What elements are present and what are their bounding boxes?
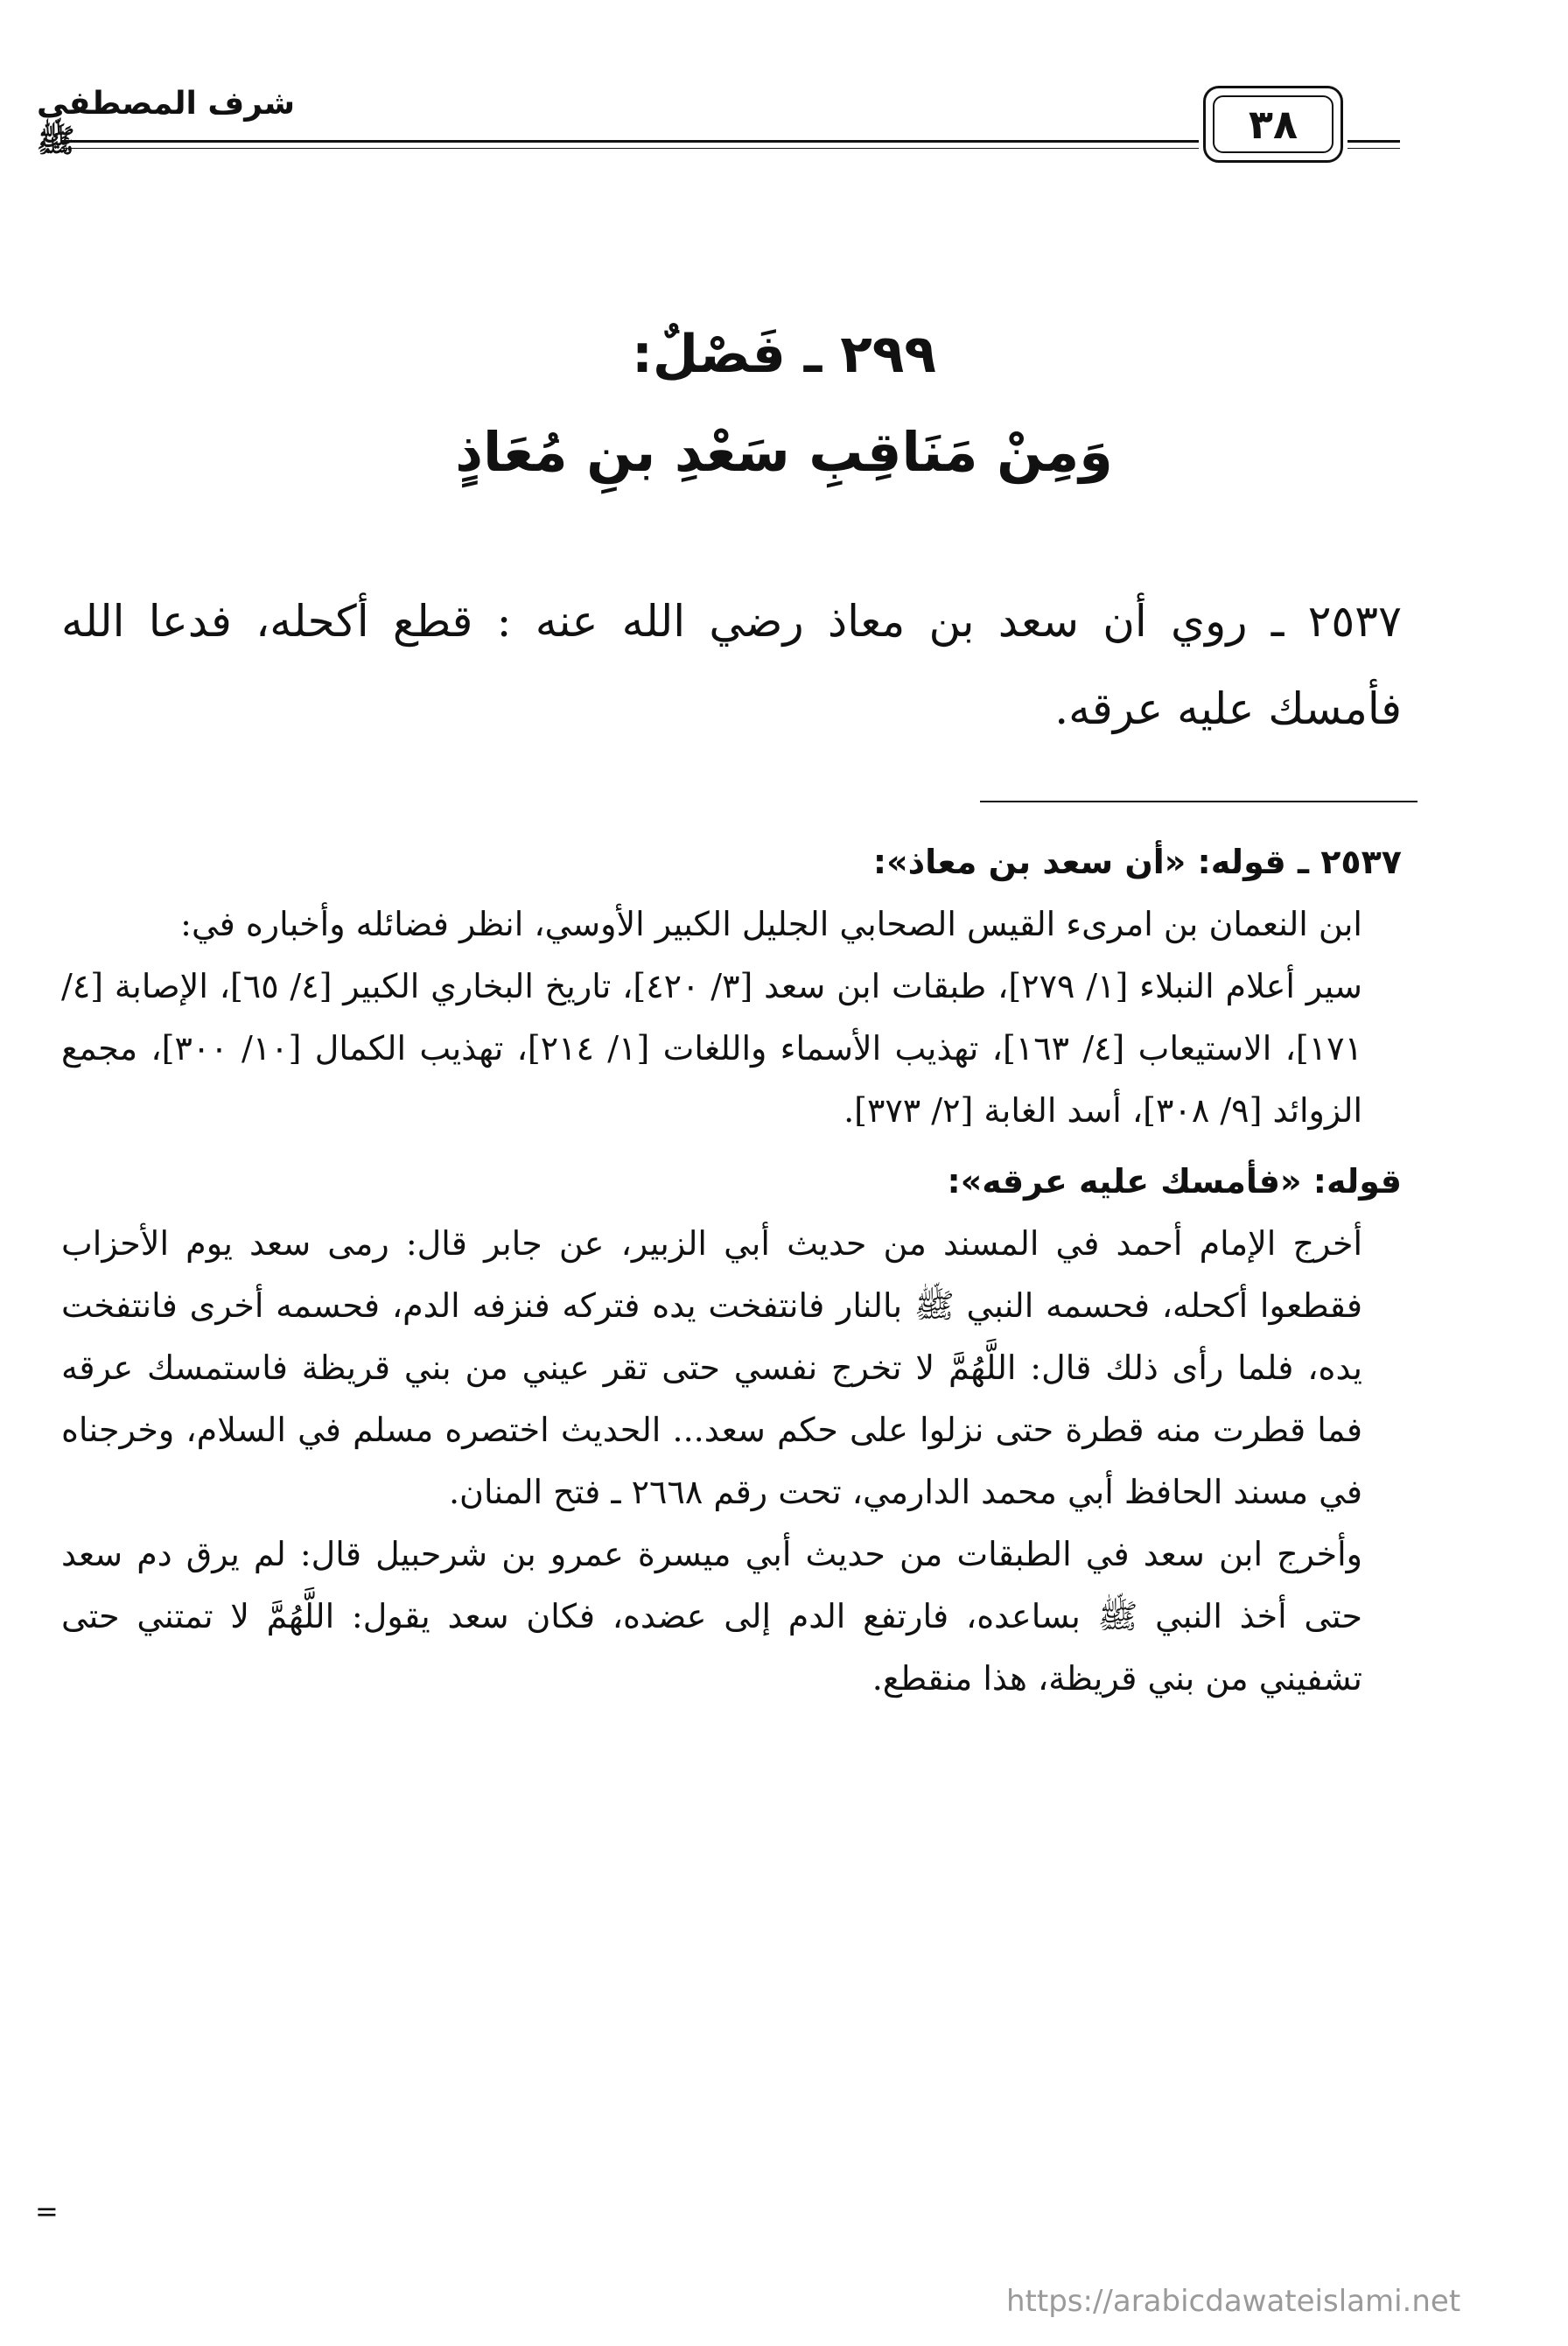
watermark-url: https://arabicdawateislami.net xyxy=(1006,2284,1461,2319)
page-number: ٣٨ xyxy=(1213,95,1334,153)
note-paragraph-1b: سير أعلام النبلاء [١/ ٢٧٩]، طبقات ابن سعد [٣/ ٤٢٠]، تاريخ البخاري الكبير [٤/ ٦٥]، الإصابة [٤/ ١٧١]، الاستيعاب [٤/ ١٦٣]، تهذيب الأسماء واللغات [١/ ٢١٤]، تهذيب الكمال [١٠/ ٣٠٠]، مجمع الزوائد [٩/ ٣٠٨]، أسد الغابة [٢/ ٣٧٣]. xyxy=(61,967,1363,1130)
note-paragraph-2a: أخرج الإمام أحمد في المسند من حديث أبي الزبير، عن جابر قال: رمى سعد يوم الأحزاب فقطعوا أكحله، فحسمه النبي ﷺ بالنار فانتفخت يده فتركه فنزفه الدم، فحسمه أخرى فانتفخت يده، فلما رأى ذلك قال: اللَّهُمَّ لا تخرج نفسي حتى تقر عيني من بني قريظة فاستمسك عرقه فما قطرت منه قطرة حتى نزلوا على حكم سعد... الحديث اختصره مسلم في السلام، وخرجناه في مسند الحافظ أبي محمد الدارمي، تحت رقم ٢٦٦٨ ـ فتح المنان. xyxy=(61,1224,1362,1511)
footnote-separator xyxy=(980,801,1418,802)
continuation-mark: = xyxy=(35,2195,59,2228)
commentary-block xyxy=(61,831,1402,1710)
section-number-heading: ٢٩٩ ـ فَصْلٌ: xyxy=(631,324,937,385)
page-number-frame xyxy=(1203,86,1343,163)
main-text: ٢٥٣٧ ـ روي أن سعد بن معاذ رضي الله عنه : قطع أكحله، فدعا الله فأمسك عليه عرقه. xyxy=(61,596,1402,734)
running-title: شرف المصطفى ﷺ xyxy=(37,86,296,159)
note-heading-1: ٢٥٣٧ ـ قوله: «أن سعد بن معاذ»: xyxy=(872,843,1402,881)
section-title-heading: وَمِنْ مَنَاقِبِ سَعْدِ بنِ مُعَاذٍ xyxy=(455,420,1113,484)
header-rule xyxy=(61,140,1199,149)
note-heading-2: قوله: «فأمسك عليه عرقه»: xyxy=(947,1162,1402,1201)
header-rule-right xyxy=(1348,140,1400,149)
note-paragraph-2b: وأخرج ابن سعد في الطبقات من حديث أبي ميسرة عمرو بن شرحبيل قال: لم يرق دم سعد حتى أخذ النبي ﷺ بساعده، فارتفع الدم إلى عضده، فكان سعد يقول: اللَّهُمَّ لا تمتني حتى تشفيني من بني قريظة، هذا منقطع. xyxy=(61,1535,1362,1698)
note-paragraph-1a: ابن النعمان بن امرىء القيس الصحابي الجليل الكبير الأوسي، انظر فضائله وأخباره في: xyxy=(180,905,1362,943)
